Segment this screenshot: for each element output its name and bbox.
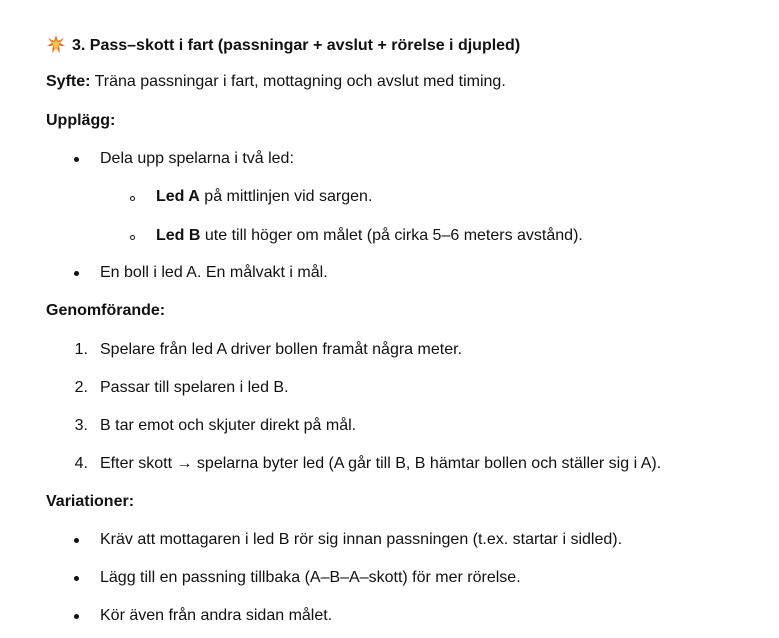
setup-label: Upplägg:	[46, 112, 116, 129]
bullet-icon	[74, 576, 79, 581]
led-b-text: ute till höger om målet (på cirka 5–6 meters avstånd).	[200, 227, 583, 244]
setup-item: En boll i led A. En målvakt i mål.	[100, 264, 328, 281]
purpose-text: Träna passningar i fart, mottagning och avslut med timing.	[90, 73, 506, 90]
purpose-label: Syfte:	[46, 73, 91, 90]
execution-label: Genomförande:	[46, 302, 166, 319]
bullet-icon	[74, 271, 79, 276]
step-number: 4.	[74, 455, 88, 472]
sub-bullet-icon	[130, 235, 135, 240]
bullet-icon	[74, 614, 79, 619]
step-number: 2.	[74, 379, 88, 396]
setup-subitem-led-b	[156, 226, 583, 246]
step-number: 3.	[74, 417, 88, 434]
led-b-label: Led B	[156, 227, 201, 244]
bullet-icon	[74, 157, 79, 162]
section-heading	[46, 34, 520, 56]
step-text: Spelare från led A driver bollen framåt några meter.	[100, 341, 462, 358]
collision-icon	[46, 34, 66, 54]
sub-bullet-icon	[130, 196, 135, 201]
setup-subitem-led-a	[156, 187, 372, 207]
led-a-label: Led A	[156, 188, 200, 205]
variation-item: Lägg till en passning tillbaka (A–B–A–skott) för mer rörelse.	[100, 569, 521, 586]
step-text: Passar till spelaren i led B.	[100, 379, 289, 396]
heading-text: 3. Pass–skott i fart (passningar + avslut + rörelse i djupled)	[72, 37, 521, 54]
purpose-line	[46, 72, 506, 92]
bullet-icon	[74, 538, 79, 543]
setup-item: Dela upp spelarna i två led:	[100, 150, 294, 167]
step-number: 1.	[74, 341, 88, 358]
step-text: Efter skott → spelarna byter led (A går till B, B hämtar bollen och ställer sig i A).	[100, 455, 662, 472]
variations-label: Variationer:	[46, 493, 135, 510]
led-a-text: på mittlinjen vid sargen.	[199, 188, 373, 205]
variation-item: Kräv att mottagaren i led B rör sig innan passningen (t.ex. startar i sidled).	[100, 531, 623, 548]
variation-item: Kör även från andra sidan målet.	[100, 607, 333, 624]
step-text: B tar emot och skjuter direkt på mål.	[100, 417, 357, 434]
